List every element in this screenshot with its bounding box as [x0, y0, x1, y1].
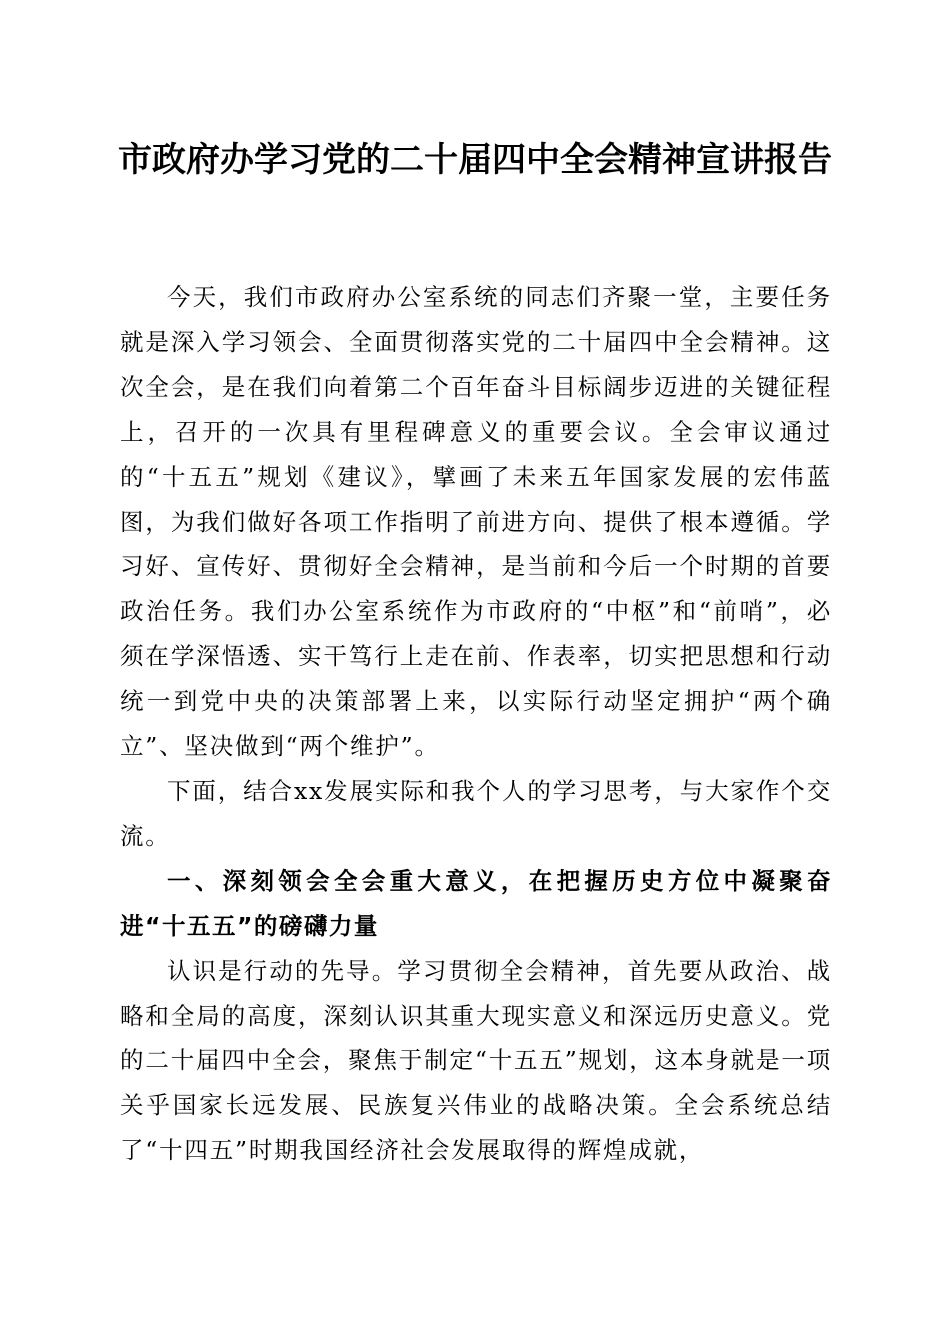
section-heading: 一、深刻领会全会重大意义，在把握历史方位中凝聚奋进“十五五”的磅礴力量	[120, 866, 832, 940]
paragraph-intro: 今天，我们市政府办公室系统的同志们齐聚一堂，主要任务就是深入学习领会、全面贯彻落实党的二十届四中全会精神。这次全会，是在我们向着第二个百年奋斗目标阔步迈进的关键征程上，召开的一次具有里程碑意义的重要会议。全会审议通过的“十五五”规划《建议》，擘画了未来五年国家发展的宏伟蓝图，为我们做好各项工作指明了前进方向、提供了根本遵循。学习好、宣传好、贯彻好全会精神，是当前和今后一个时期的首要政治任务。我们办公室系统作为市政府的“中枢”和“前哨”，必须在学深悟透、实干笃行上走在前、作表率，切实把思想和行动统一到党中央的决策部署上来，以实际行动坚定拥护“两个确立”、坚决做到“两个维护”。	[120, 283, 832, 761]
paragraph-transition: 下面，结合xx发展实际和我个人的学习思考，与大家作个交流。	[120, 776, 832, 850]
document-body	[120, 275, 832, 1173]
document-title: 市政府办学习党的二十届四中全会精神宣讲报告	[118, 140, 832, 180]
section-paragraph: 认识是行动的先导。学习贯彻全会精神，首先要从政治、战略和全局的高度，深刻认识其重大现实意义和深远历史意义。党的二十届四中全会，聚焦于制定“十五五”规划，这本身就是一项关乎国家长远发展、民族复兴伟业的战略决策。全会系统总结了“十四五”时期我国经济社会发展取得的辉煌成就，	[120, 956, 832, 1165]
